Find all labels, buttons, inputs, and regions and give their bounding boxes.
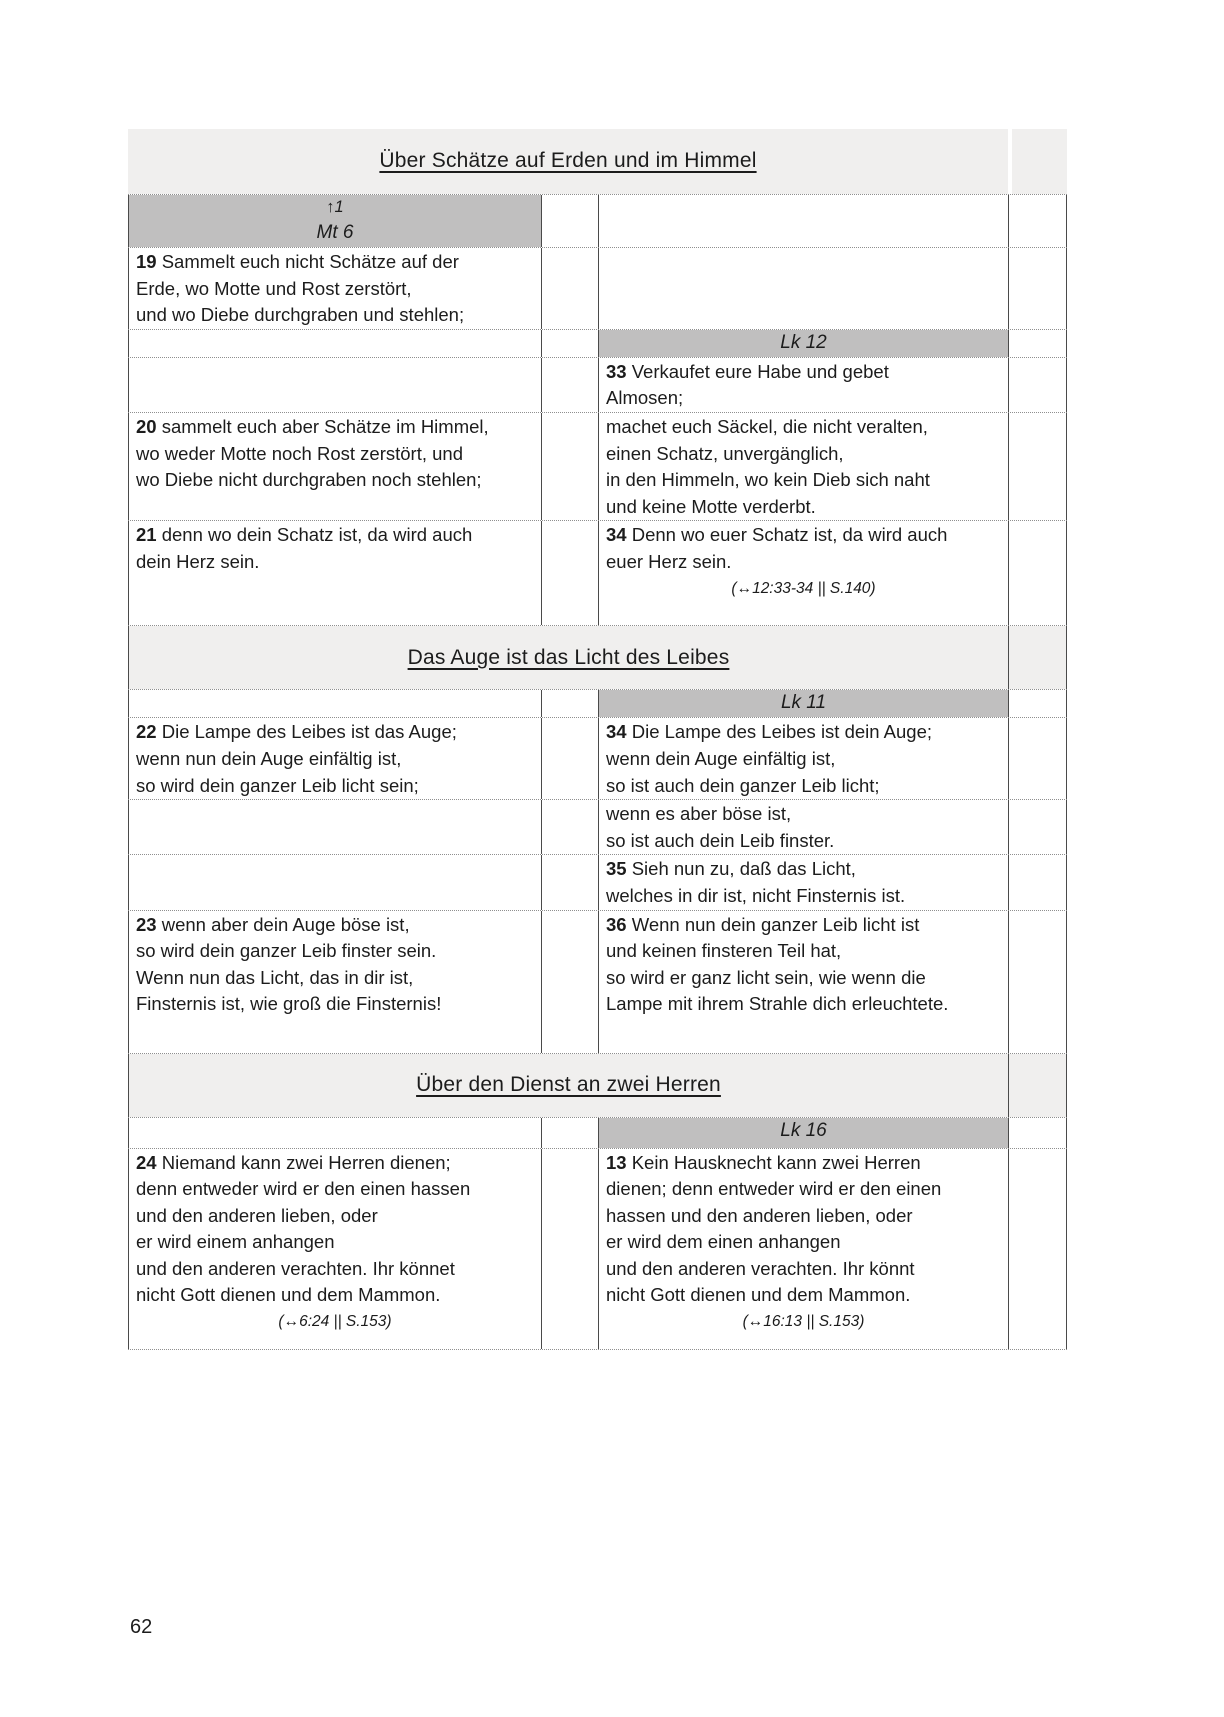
luke-cell xyxy=(598,521,1008,625)
matthew-cell xyxy=(128,1118,541,1148)
gospel-heading: Lk 12 xyxy=(780,331,827,353)
verse-number: 22 xyxy=(136,721,157,743)
section-title: Das Auge ist das Licht des Leibes xyxy=(407,645,730,669)
verse-line: wenn dein Auge einfältig ist, xyxy=(606,747,836,769)
margin-cell xyxy=(1008,800,1067,854)
luke-header-cell xyxy=(598,330,1008,357)
verse-line: 34 Die Lampe des Leibes ist dein Auge; xyxy=(606,721,933,743)
verse-line: dein Herz sein. xyxy=(136,550,260,572)
gospel-heading: Mt 6 xyxy=(316,222,354,243)
margin-cell xyxy=(1008,855,1067,909)
verse-line: nicht Gott dienen und dem Mammon. xyxy=(606,1284,911,1306)
verse-line: Finsternis ist, wie groß die Finsternis! xyxy=(136,993,442,1015)
matthew-cell xyxy=(128,855,541,909)
spacer-cell xyxy=(541,521,598,625)
synopsis-row xyxy=(128,194,1067,247)
margin-cell xyxy=(1008,330,1067,357)
verse-line: und keine Motte verderbt. xyxy=(606,495,816,517)
margin-cell xyxy=(1008,358,1067,412)
margin-cell xyxy=(1008,718,1067,799)
section-title-band xyxy=(128,1054,1008,1117)
luke-cell xyxy=(598,1149,1008,1349)
verse-line: Almosen; xyxy=(606,387,684,409)
verse-line: machet euch Säckel, die nicht veralten, xyxy=(606,415,928,437)
cross-reference: (↔12:33-34 || S.140) xyxy=(731,579,876,597)
spacer-cell xyxy=(541,248,598,329)
verse-line: 34 Denn wo euer Schatz ist, da wird auch xyxy=(606,524,948,546)
verse-line: und wo Diebe durchgraben und stehlen; xyxy=(136,304,465,326)
matthew-cell xyxy=(128,911,541,1053)
title-margin-cell xyxy=(1008,1054,1067,1117)
verse-number: 24 xyxy=(136,1151,157,1173)
verse-line: denn entweder wird er den einen hassen xyxy=(136,1178,471,1200)
verse-line: welches in dir ist, nicht Finsternis ist. xyxy=(606,884,906,906)
matthew-cell xyxy=(128,1149,541,1349)
verse-line: Wenn nun das Licht, das in dir ist, xyxy=(136,966,414,988)
verse-line: und den anderen lieben, oder xyxy=(136,1204,378,1226)
margin-cell xyxy=(1008,195,1067,247)
matthew-cell xyxy=(128,800,541,854)
matthew-cell xyxy=(128,521,541,625)
title-margin-cell xyxy=(1008,129,1067,194)
margin-cell xyxy=(1008,521,1067,625)
verse-line: so wird dein ganzer Leib licht sein; xyxy=(136,774,419,796)
luke-cell xyxy=(598,911,1008,1053)
verse-line: und den anderen verachten. Ihr könnet xyxy=(136,1257,455,1279)
page-number: 62 xyxy=(130,1616,153,1638)
margin-cell xyxy=(1008,248,1067,329)
verse-line: und den anderen verachten. Ihr könnt xyxy=(606,1257,915,1279)
spacer-cell xyxy=(541,330,598,357)
verse-number: 34 xyxy=(606,721,627,743)
synopsis-row xyxy=(128,910,1067,1053)
verse-line: so wird dein ganzer Leib finster sein. xyxy=(136,940,437,962)
verse-line: nicht Gott dienen und dem Mammon. xyxy=(136,1284,441,1306)
verse-line: 20 sammelt euch aber Schätze im Himmel, xyxy=(136,415,489,437)
verse-line: wo Diebe nicht durchgraben noch stehlen; xyxy=(136,469,482,491)
luke-cell xyxy=(598,800,1008,854)
section-title-band xyxy=(128,129,1008,194)
spacer-cell xyxy=(541,718,598,799)
luke-header-cell xyxy=(598,1118,1008,1148)
parallel-up-reference: ↑1 xyxy=(326,198,344,216)
verse-number: 13 xyxy=(606,1151,627,1173)
matthew-header-cell xyxy=(128,195,541,247)
matthew-cell xyxy=(128,690,541,717)
spacer-cell xyxy=(541,1118,598,1148)
gospel-heading: Lk 16 xyxy=(780,1119,827,1141)
matthew-cell xyxy=(128,248,541,329)
spacer-cell xyxy=(541,1149,598,1349)
luke-cell xyxy=(598,855,1008,909)
verse-line: wenn es aber böse ist, xyxy=(606,803,792,825)
verse-line: wo weder Motte noch Rost zerstört, und xyxy=(136,442,463,464)
verse-line: so ist auch dein ganzer Leib licht; xyxy=(606,774,880,796)
synopsis-row xyxy=(128,520,1067,625)
verse-line: einen Schatz, unvergänglich, xyxy=(606,442,844,464)
margin-cell xyxy=(1008,1118,1067,1148)
verse-number: 20 xyxy=(136,415,157,437)
verse-line: in den Himmeln, wo kein Dieb sich naht xyxy=(606,469,930,491)
matthew-cell xyxy=(128,358,541,412)
luke-cell xyxy=(598,718,1008,799)
luke-cell xyxy=(598,195,1008,247)
verse-line: 21 denn wo dein Schatz ist, da wird auch xyxy=(136,524,473,546)
verse-line: 36 Wenn nun dein ganzer Leib licht ist xyxy=(606,913,920,935)
verse-line: 24 Niemand kann zwei Herren dienen; xyxy=(136,1151,451,1173)
synopsis-row xyxy=(128,717,1067,799)
verse-line: 13 Kein Hausknecht kann zwei Herren xyxy=(606,1151,921,1173)
verse-line: 23 wenn aber dein Auge böse ist, xyxy=(136,913,410,935)
spacer-cell xyxy=(541,855,598,909)
title-margin-cell xyxy=(1008,626,1067,689)
synopsis-row xyxy=(128,689,1067,717)
gospel-heading: Lk 11 xyxy=(780,692,827,714)
verse-line: und keinen finsteren Teil hat, xyxy=(606,940,842,962)
spacer-cell xyxy=(541,413,598,520)
cross-reference: (↔6:24 || S.153) xyxy=(278,1313,392,1331)
spacer-cell xyxy=(541,911,598,1053)
synopsis-row xyxy=(128,247,1067,329)
verse-line: so ist auch dein Leib finster. xyxy=(606,829,835,851)
verse-number: 33 xyxy=(606,360,627,382)
verse-line: dienen; denn entweder wird er den einen xyxy=(606,1178,942,1200)
verse-line: so wird er ganz licht sein, wie wenn die xyxy=(606,966,926,988)
synopsis-row xyxy=(128,357,1067,412)
verse-line: 19 Sammelt euch nicht Schätze auf der xyxy=(136,251,459,272)
verse-line: hassen und den anderen lieben, oder xyxy=(606,1204,913,1226)
section-title: Über Schätze auf Erden und im Himmel xyxy=(379,149,757,173)
section-title-row xyxy=(128,129,1067,194)
verse-line: er wird einem anhangen xyxy=(136,1231,335,1253)
synopsis-row xyxy=(128,1117,1067,1148)
matthew-cell xyxy=(128,718,541,799)
synopsis-row xyxy=(128,799,1067,854)
verse-line: euer Herz sein. xyxy=(606,550,732,572)
spacer-cell xyxy=(541,358,598,412)
synopsis-row xyxy=(128,1148,1067,1350)
verse-number: 23 xyxy=(136,913,157,935)
verse-number: 36 xyxy=(606,913,627,935)
synopsis-row xyxy=(128,854,1067,909)
matthew-cell xyxy=(128,413,541,520)
section-title-row xyxy=(128,1053,1067,1117)
verse-line: 35 Sieh nun zu, daß das Licht, xyxy=(606,858,856,880)
verse-number: 19 xyxy=(136,251,157,272)
luke-cell xyxy=(598,248,1008,329)
verse-number: 35 xyxy=(606,858,627,880)
verse-number: 34 xyxy=(606,524,627,546)
matthew-cell xyxy=(128,330,541,357)
spacer-cell xyxy=(541,195,598,247)
section-title: Über den Dienst an zwei Herren xyxy=(416,1072,721,1096)
margin-cell xyxy=(1008,413,1067,520)
margin-cell xyxy=(1008,911,1067,1053)
luke-header-cell xyxy=(598,690,1008,717)
section-title-row xyxy=(128,625,1067,689)
verse-line: er wird dem einen anhangen xyxy=(606,1231,841,1253)
verse-line: 22 Die Lampe des Leibes ist das Auge; xyxy=(136,721,457,743)
verse-number: 21 xyxy=(136,524,157,546)
verse-line: 33 Verkaufet eure Habe und gebet xyxy=(606,360,889,382)
verse-line: Lampe mit ihrem Strahle dich erleuchtete. xyxy=(606,993,949,1015)
spacer-cell xyxy=(541,800,598,854)
margin-cell xyxy=(1008,690,1067,717)
synopsis-row xyxy=(128,329,1067,357)
cross-reference: (↔16:13 || S.153) xyxy=(742,1313,865,1331)
verse-line: wenn nun dein Auge einfältig ist, xyxy=(136,747,402,769)
synopsis-row xyxy=(128,412,1067,520)
luke-cell xyxy=(598,358,1008,412)
section-title-band xyxy=(128,626,1008,689)
synopsis-table xyxy=(128,129,1067,1350)
verse-line: Erde, wo Motte und Rost zerstört, xyxy=(136,277,412,299)
spacer-cell xyxy=(541,690,598,717)
margin-cell xyxy=(1008,1149,1067,1349)
luke-cell xyxy=(598,413,1008,520)
